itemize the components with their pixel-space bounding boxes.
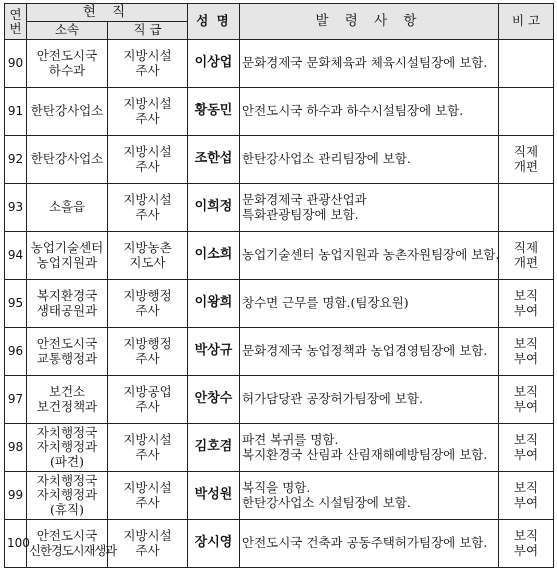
- header-no-bottom: 번: [9, 20, 22, 36]
- header-dept: 소속: [27, 22, 108, 40]
- cell-order-line: 복직을 명함.: [242, 480, 311, 496]
- table-body: [5, 40, 554, 568]
- cell-grade: [108, 328, 188, 376]
- cell-grade-line: 주사: [135, 206, 160, 222]
- cell-dept-line: 한탄강사업소: [30, 103, 104, 119]
- cell-order-line: 안전도시국 하수과 하수시설팀장에 보함.: [242, 103, 464, 119]
- cell-order: [240, 376, 499, 424]
- cell-grade-line: 주사: [135, 398, 160, 414]
- cell-note-line: 부여: [513, 494, 539, 510]
- cell-grade: [108, 88, 188, 136]
- cell-note-line: 보직: [513, 336, 539, 352]
- cell-name: 황동민: [188, 88, 240, 136]
- cell-grade: [108, 472, 188, 520]
- table-row: [5, 328, 554, 376]
- cell-grade-line: 지방시설: [123, 144, 172, 160]
- cell-grade: [108, 376, 188, 424]
- cell-dept: [27, 280, 108, 328]
- table-row: [5, 88, 554, 136]
- table-row: [5, 232, 554, 280]
- cell-order-line: 파견 복귀를 명함.: [242, 432, 339, 448]
- cell-note-line: 보직: [513, 528, 539, 544]
- cell-order-line: 복지환경국 산림과 산림재해예방팀장에 보함.: [242, 446, 488, 462]
- cell-order: [240, 424, 499, 472]
- cell-no: 97: [5, 376, 27, 424]
- cell-grade-line: 지방시설: [123, 528, 172, 544]
- cell-no: 92: [5, 136, 27, 184]
- header-name: 성 명: [188, 4, 240, 40]
- cell-name: 안창수: [188, 376, 240, 424]
- cell-note: [499, 376, 554, 424]
- cell-order-line: 특화관광팀장에 보함.: [242, 206, 359, 222]
- cell-dept-line: 보건소: [48, 384, 86, 400]
- table-row: [5, 184, 554, 232]
- cell-grade-line: 지방시설: [123, 96, 172, 112]
- header-grade: 직 급: [108, 22, 188, 40]
- cell-order: [240, 184, 499, 232]
- cell-dept: [27, 472, 108, 520]
- cell-grade-line: 주사: [135, 350, 160, 366]
- cell-dept-line: (파견): [50, 453, 84, 469]
- cell-order-line: 문화경제국 농업정책과 농업경영팀장에 보함.: [242, 343, 488, 359]
- cell-no: 99: [5, 472, 27, 520]
- cell-note-line: 개편: [513, 254, 539, 270]
- cell-dept: [27, 40, 108, 88]
- header-no-top: 연: [9, 7, 22, 23]
- cell-dept-line: 안전도시국: [36, 336, 98, 352]
- cell-grade: [108, 424, 188, 472]
- cell-dept-line: 한탄강사업소: [30, 151, 104, 167]
- cell-grade-line: 주사: [135, 446, 160, 462]
- cell-grade-line: 지방시설: [123, 48, 172, 64]
- cell-order: [240, 136, 499, 184]
- cell-name: 김호겸: [188, 424, 240, 472]
- cell-note: [499, 136, 554, 184]
- cell-note-line: 부여: [513, 302, 539, 318]
- cell-note-line: 보직: [513, 432, 539, 448]
- cell-name: 박성원: [188, 472, 240, 520]
- cell-order-line: 한탄강사업소 관리팀장에 보함.: [242, 151, 411, 167]
- cell-order: [240, 280, 499, 328]
- cell-note: [499, 184, 554, 232]
- cell-note: [499, 40, 554, 88]
- cell-no: 91: [5, 88, 27, 136]
- cell-grade-line: 지방농촌: [123, 240, 172, 256]
- cell-dept: [27, 520, 117, 568]
- table-row: [5, 376, 554, 424]
- cell-dept-line: 자치행정국: [36, 472, 98, 488]
- cell-grade-line: 지방시설: [123, 480, 172, 496]
- cell-name: 조한섭: [188, 136, 240, 184]
- table-row: [5, 472, 554, 520]
- cell-no: 100: [5, 520, 27, 568]
- cell-order: [240, 232, 499, 280]
- cell-name: 박상규: [188, 328, 240, 376]
- cell-dept: [27, 424, 108, 472]
- cell-note: [499, 328, 554, 376]
- cell-dept-line: 복지환경국: [36, 288, 98, 304]
- cell-dept-line: 농업지원과: [36, 254, 98, 270]
- cell-note: [499, 280, 554, 328]
- cell-note-line: 부여: [513, 350, 539, 366]
- cell-note-line: 부여: [513, 398, 539, 414]
- table-row: [5, 40, 554, 88]
- cell-dept-line: 자치행정과: [36, 487, 98, 503]
- cell-dept-line: 자치행정국: [36, 424, 98, 440]
- cell-grade: [108, 136, 188, 184]
- header-no: [5, 4, 27, 40]
- table-header: [5, 4, 554, 40]
- table-row: [5, 424, 554, 472]
- cell-name: 이희정: [188, 184, 240, 232]
- cell-dept-line: 신한경도시재생과: [29, 542, 117, 558]
- cell-grade-line: 지방시설: [123, 192, 172, 208]
- cell-grade-line: 지방행정: [123, 336, 172, 352]
- cell-order-line: 한탄강사업소 시설팀장에 보함.: [242, 494, 411, 510]
- cell-grade: [108, 40, 188, 88]
- cell-note-line: 부여: [513, 542, 539, 558]
- cell-note: [499, 472, 554, 520]
- header-current-post: 현 직: [27, 4, 188, 22]
- table-row: [5, 136, 554, 184]
- cell-grade-line: 주사: [135, 302, 160, 318]
- cell-order-line: 창수면 근무를 명함.(팀장요원): [242, 295, 409, 311]
- cell-dept: [27, 136, 108, 184]
- cell-grade-line: 지방시설: [123, 432, 172, 448]
- cell-dept-line: 소흘읍: [48, 199, 86, 215]
- cell-grade-line: 지도사: [129, 254, 166, 270]
- personnel-order-table: [4, 3, 554, 568]
- cell-order-line: 농업기술센터 농업지원과 농촌자원팀장에 보함.: [242, 247, 500, 263]
- cell-grade-line: 주사: [135, 494, 160, 510]
- cell-dept-line: (휴직): [50, 501, 84, 517]
- cell-grade-line: 주사: [135, 110, 160, 126]
- cell-no: 93: [5, 184, 27, 232]
- cell-note-line: 보직: [513, 480, 539, 496]
- cell-order-line: 안전도시국 건축과 공동주택허가팀장에 보함.: [242, 535, 488, 551]
- cell-note-line: 보직: [513, 384, 539, 400]
- cell-dept: [27, 184, 108, 232]
- cell-note-line: 부여: [513, 446, 539, 462]
- cell-grade-line: 주사: [135, 62, 160, 78]
- cell-order: [240, 472, 499, 520]
- cell-name: 장시영: [188, 520, 240, 568]
- cell-order: [240, 520, 499, 568]
- cell-note-line: 직제: [513, 240, 539, 256]
- cell-name: 이상업: [188, 40, 240, 88]
- cell-name: 이왕희: [188, 280, 240, 328]
- header-order: 발 령 사 항: [240, 4, 499, 40]
- cell-grade: [108, 232, 188, 280]
- cell-note-line: 직제: [513, 144, 539, 160]
- cell-note: [499, 232, 554, 280]
- cell-grade: [108, 280, 188, 328]
- cell-no: 90: [5, 40, 27, 88]
- cell-dept: [27, 328, 108, 376]
- cell-no: 95: [5, 280, 27, 328]
- cell-dept-line: 보건정책과: [36, 398, 98, 414]
- cell-order: [240, 328, 499, 376]
- cell-name: 이소희: [188, 232, 240, 280]
- cell-order-line: 문화경제국 관광산업과: [242, 192, 367, 208]
- cell-note: [499, 520, 554, 568]
- cell-no: 94: [5, 232, 27, 280]
- cell-grade-line: 주사: [135, 158, 160, 174]
- cell-order-line: 문화경제국 문화체육과 체육시설팀장에 보함.: [242, 55, 488, 71]
- cell-dept-line: 농업기술센터: [30, 240, 104, 256]
- cell-note: [499, 424, 554, 472]
- table-row: [5, 520, 554, 568]
- cell-dept: [27, 376, 108, 424]
- cell-dept: [27, 88, 108, 136]
- cell-dept-line: 안전도시국: [36, 528, 98, 544]
- cell-grade-line: 지방행정: [123, 288, 172, 304]
- cell-order: [240, 40, 499, 88]
- cell-dept-line: 교통행정과: [36, 350, 98, 366]
- cell-note-line: 보직: [513, 288, 539, 304]
- cell-dept-line: 자치행정과: [36, 439, 98, 455]
- cell-order: [240, 88, 499, 136]
- cell-grade-line: 지방공업: [123, 384, 172, 400]
- table-row: [5, 280, 554, 328]
- cell-note-line: 개편: [513, 158, 539, 174]
- cell-order-line: 허가담당관 공장허가팀장에 보함.: [242, 391, 423, 407]
- cell-note: [499, 88, 554, 136]
- cell-dept-line: 생태공원과: [36, 302, 98, 318]
- cell-dept: [27, 232, 108, 280]
- cell-grade: [108, 184, 188, 232]
- header-note: 비 고: [499, 4, 554, 40]
- cell-dept-line: 하수과: [48, 62, 86, 78]
- cell-no: 96: [5, 328, 27, 376]
- cell-grade: [108, 520, 188, 568]
- cell-no: 98: [5, 424, 27, 472]
- cell-dept-line: 안전도시국: [36, 48, 98, 64]
- cell-grade-line: 주사: [135, 542, 160, 558]
